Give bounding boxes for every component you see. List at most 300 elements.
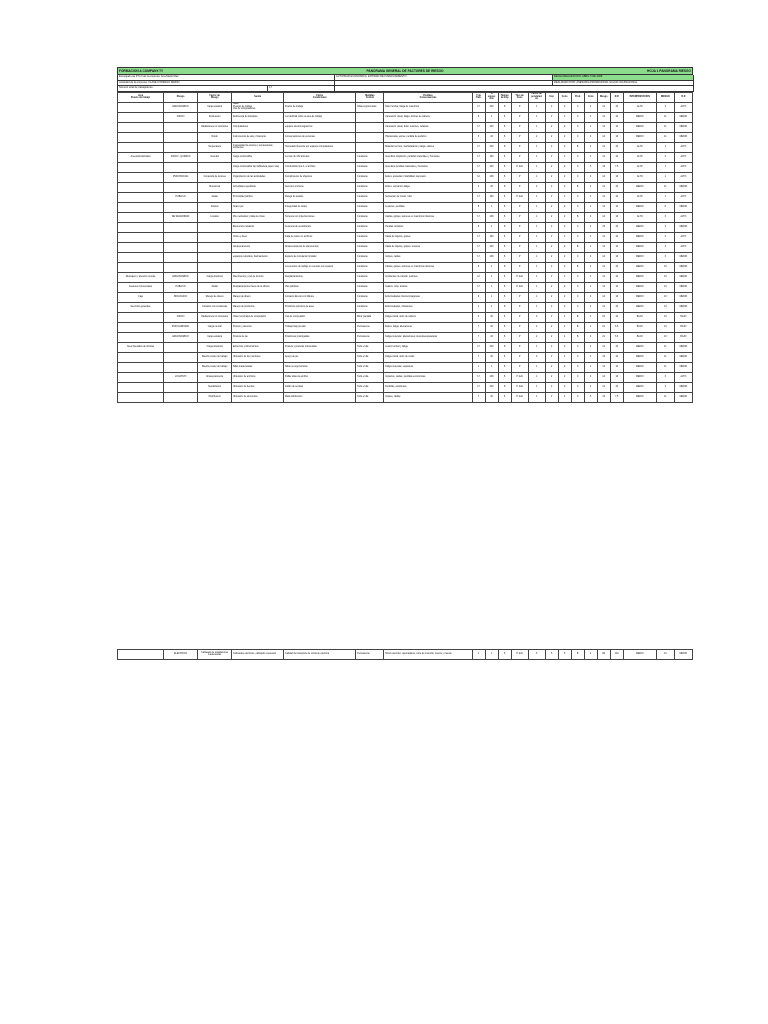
table-cell: Golpes, caidas xyxy=(384,392,472,402)
table-cell: Almacenamiento de documentos xyxy=(284,242,356,252)
table-cell: Enfermedades infectocontagiosas xyxy=(384,292,472,302)
table-cell: Contacto directo con billetes xyxy=(284,292,356,302)
table-cell: 2 xyxy=(558,262,571,272)
table-cell: P xyxy=(511,152,528,162)
table-cell: P: E/A xyxy=(511,162,528,172)
table-cell xyxy=(198,222,232,232)
table-cell: 1 xyxy=(656,172,674,182)
column-header: % exposi ción xyxy=(485,92,498,102)
table-cell: C xyxy=(571,152,584,162)
risk-panorama-sheet xyxy=(117,67,693,660)
table-cell: MEDIO xyxy=(623,112,656,122)
table-cell: 14 xyxy=(597,122,610,132)
table-cell: 7.5 xyxy=(610,162,623,172)
table-cell: Productos quimicos de aseo xyxy=(284,302,356,312)
table-cell: 2 xyxy=(545,222,558,232)
table-cell xyxy=(118,112,164,122)
table-cell: ALTO xyxy=(674,242,692,252)
table-cell: 2 xyxy=(545,112,558,122)
table-cell: 2 xyxy=(558,122,571,132)
table-cell: 2 xyxy=(545,152,558,162)
table-cell: 15 xyxy=(597,222,610,232)
table-cell: ALTO xyxy=(674,172,692,182)
table-cell: Desplazamientos xyxy=(284,272,356,282)
table-cell: Area Operativa de oficinas xyxy=(118,342,164,352)
table-cell: Fatiga visual, dolor de cabeza xyxy=(384,312,472,322)
table-cell xyxy=(232,262,284,272)
table-cell: 8 xyxy=(498,132,511,142)
table-cell: 100 xyxy=(485,142,498,152)
table-cell: MEDIO xyxy=(623,202,656,212)
table-cell: P xyxy=(511,262,528,272)
column-header: R.R xyxy=(610,92,623,102)
table-cell xyxy=(198,242,232,252)
table-cell: Asalto xyxy=(198,192,232,202)
table-cell: Asesores Comerciales xyxy=(118,282,164,292)
info-cell: FECHA REALIZACION: ABRIL 5 DE 2008 xyxy=(553,75,694,81)
table-cell: B xyxy=(571,142,584,152)
table-row xyxy=(118,649,693,659)
table-cell: 1 xyxy=(528,222,545,232)
table-cell: 10 xyxy=(610,112,623,122)
table-cell: Asalto xyxy=(198,282,232,292)
table-row xyxy=(118,192,693,202)
table-cell: Vias publicas xyxy=(284,282,356,292)
table-cell: Asaltos, robo, atracos xyxy=(384,282,472,292)
table-cell: 11 xyxy=(656,132,674,142)
table-cell: Ruido xyxy=(198,132,232,142)
table-cell: BAJO xyxy=(623,312,656,322)
column-header: Medidas Control xyxy=(356,92,384,102)
table-cell: 2 xyxy=(545,232,558,242)
table-cell: BIOLOGICO xyxy=(164,292,198,302)
table-cell: 8 xyxy=(498,242,511,252)
table-cell: 10 xyxy=(610,352,623,362)
table-cell: 8 xyxy=(498,222,511,232)
table-cell: Ubicacion de elementos xyxy=(232,392,284,402)
table-cell: MEDIO xyxy=(623,382,656,392)
table-cell: C xyxy=(571,202,584,212)
table-cell xyxy=(164,162,198,172)
table-cell: 11 xyxy=(656,352,674,362)
table-cell: 4 xyxy=(584,262,597,272)
table-cell: C xyxy=(571,132,584,142)
banner-left: FORMACION A COMPANY.TY xyxy=(119,69,164,73)
table-cell xyxy=(118,242,164,252)
table-cell: ALTO xyxy=(623,142,656,152)
table-cell: 2 xyxy=(558,182,571,192)
table-cell: P xyxy=(511,102,528,112)
table-cell: 10 xyxy=(610,232,623,242)
table-cell xyxy=(118,332,164,342)
table-cell: 2 xyxy=(545,282,558,292)
table-cell: 2 xyxy=(545,372,558,382)
table-cell: 10 xyxy=(610,212,623,222)
table-cell: 4 xyxy=(584,332,597,342)
table-cell: 14 xyxy=(597,242,610,252)
table-row xyxy=(118,342,693,352)
table-cell: C xyxy=(571,192,584,202)
table-cell xyxy=(118,172,164,182)
table-cell: 2 xyxy=(545,242,558,252)
table-cell: 17 xyxy=(472,342,485,352)
table-cell: Carga dinamica xyxy=(198,272,232,282)
table-cell: 4 xyxy=(558,312,571,322)
table-cell: Perdidas, accidentes xyxy=(384,382,472,392)
table-cell: 100 xyxy=(485,242,498,252)
table-cell: Uso de computador xyxy=(284,312,356,322)
table-cell xyxy=(118,392,164,402)
table-cell: 8 xyxy=(498,312,511,322)
table-cell: 17 xyxy=(472,152,485,162)
table-cell: 10 xyxy=(610,142,623,152)
table-cell: 8 xyxy=(498,272,511,282)
table-cell: Sillas no ergonomicas xyxy=(284,362,356,372)
table-cell: 1 xyxy=(485,292,498,302)
table-cell: MEDIO xyxy=(674,282,692,292)
table-cell: 3 xyxy=(656,222,674,232)
table-cell: 1 xyxy=(528,292,545,302)
table-cell xyxy=(198,262,232,272)
table-cell: ALTO xyxy=(674,162,692,172)
table-cell: ALTO xyxy=(623,162,656,172)
table-cell: Incapacidad de efectos y temperaturas ambientes xyxy=(232,142,284,152)
table-cell: 8 xyxy=(498,392,511,402)
table-cell: 100 xyxy=(485,122,498,132)
table-cell: 8 xyxy=(498,152,511,162)
table-cell: 100 xyxy=(485,232,498,242)
table-cell: Caja xyxy=(118,292,164,302)
table-cell: MEDIO xyxy=(623,302,656,312)
table-cell xyxy=(164,132,198,142)
table-cell: 1 xyxy=(656,192,674,202)
table-cell: Constante xyxy=(356,222,384,232)
table-cell: Radiaciones no ionizantes xyxy=(198,312,232,322)
table-cell: 40 xyxy=(485,332,498,342)
table-cell: 6 xyxy=(472,312,485,322)
table-cell: 1 xyxy=(485,282,498,292)
table-cell: 1 xyxy=(485,362,498,372)
table-cell: MEDIO xyxy=(674,112,692,122)
table-cell: 100 xyxy=(485,342,498,352)
table-cell: P: E/A xyxy=(511,282,528,292)
table-cell: MEDIO xyxy=(674,302,692,312)
table-cell: Deficiencia de lamparas xyxy=(232,112,284,122)
column-header: Riesgo xyxy=(597,92,610,102)
column-header: Tiempo de Exp xyxy=(498,92,511,102)
table-row xyxy=(118,382,693,392)
table-row xyxy=(118,352,693,362)
table-cell: 21 xyxy=(597,322,610,332)
info-cell: REALIZADO POR: ASESORIA PROFESIONAL SALUD OCUPACIONAL xyxy=(553,81,694,87)
table-cell: Diseño puesto de trabajo xyxy=(198,362,232,372)
table-cell: Movimientos y uso de la moto xyxy=(232,272,284,282)
table-cell: 14 xyxy=(597,202,610,212)
table-cell: 15 xyxy=(597,162,610,172)
table-cell: MEDIO xyxy=(623,282,656,292)
table-cell: C xyxy=(571,252,584,262)
table-cell: PUBLICO xyxy=(164,192,198,202)
banner-title: PANORAMA GENERAL DE FACTORES DE RIESGO xyxy=(366,69,444,73)
table-cell: 4 xyxy=(584,272,597,282)
table-row xyxy=(118,152,693,162)
column-header: RIESGO xyxy=(656,92,674,102)
table-cell: 2 xyxy=(545,312,558,322)
table-cell: 1 xyxy=(528,162,545,172)
table-cell: P xyxy=(511,242,528,252)
table-cell xyxy=(164,222,198,232)
table-gap xyxy=(118,402,693,649)
table-cell: Constante xyxy=(356,182,384,192)
table-cell xyxy=(164,232,198,242)
table-cell: Elementos metalicos xyxy=(232,222,284,232)
table-cell: Constante xyxy=(356,242,384,252)
table-body-last xyxy=(118,649,693,659)
table-cell xyxy=(118,649,164,659)
table-cell: 1 xyxy=(485,302,498,312)
table-row xyxy=(118,362,693,372)
table-cell: 14 xyxy=(597,102,610,112)
table-row xyxy=(118,372,693,382)
table-cell: 2 xyxy=(558,152,571,162)
table-cell: 1 xyxy=(528,302,545,312)
table-cell: 4 xyxy=(584,122,597,132)
table-cell: 3 xyxy=(656,102,674,112)
table-cell xyxy=(356,112,384,122)
table-cell: Cableados electricos, cableado expuestos xyxy=(232,649,284,659)
table-cell: 1 xyxy=(528,262,545,272)
table-cell: Humedad inherente por equipos computadores xyxy=(284,142,356,152)
table-cell: Sillas ergonomicas xyxy=(356,102,384,112)
table-cell: Calidad de transporte de corriente electrica xyxy=(284,649,356,659)
table-cell: Sillas inadecuadas xyxy=(232,362,284,372)
table-cell xyxy=(164,202,198,212)
table-cell: 40 xyxy=(485,392,498,402)
table-cell: MEDIO xyxy=(623,242,656,252)
table-cell: 2 xyxy=(558,252,571,262)
table-cell: 10 xyxy=(610,262,623,272)
table-cell: Instrumentos de aire y fotocopia xyxy=(232,132,284,142)
table-cell: 11 xyxy=(656,392,674,402)
table-cell: 10 xyxy=(610,192,623,202)
table-cell: 10 xyxy=(610,172,623,182)
table-cell: ERGONOMICO xyxy=(164,332,198,342)
table-row xyxy=(118,142,693,152)
table-cell: 13 xyxy=(656,649,674,659)
table-cell: Fatiga muscular, espasmos xyxy=(384,362,472,372)
table-cell xyxy=(164,382,198,392)
table-cell: Desplazamientos fuera de la oficina xyxy=(232,282,284,292)
table-cell: Video terminales de computador xyxy=(232,312,284,322)
table-cell: 10 xyxy=(610,182,623,192)
table-cell: MEDIO xyxy=(674,649,692,659)
table-cell: 14 xyxy=(597,132,610,142)
table-cell: 2 xyxy=(545,382,558,392)
table-cell: Enfermedades, irritaciones xyxy=(384,302,472,312)
table-cell: Almacenamiento xyxy=(198,372,232,382)
table-cell: 1 xyxy=(485,222,498,232)
table-cell: Pallas altas de archivo xyxy=(284,372,356,382)
table-cell: 14 xyxy=(597,182,610,192)
table-cell: 2 xyxy=(528,322,545,332)
table-cell: 1 xyxy=(485,202,498,212)
table-cell: 2 xyxy=(558,302,571,312)
table-cell: BAJO xyxy=(674,312,692,322)
table-cell: 4 xyxy=(584,132,597,142)
table-cell: 10 xyxy=(610,342,623,352)
table-cell: MEDIO xyxy=(674,202,692,212)
table-cell: 2 xyxy=(558,222,571,232)
table-cell: C xyxy=(571,122,584,132)
table-cell: Radiaciones no ionizantes xyxy=(198,122,232,132)
table-cell: Contenido de la tarea xyxy=(198,172,232,182)
column-header: R.R xyxy=(674,92,692,102)
table-cell: Malestar termico, deshidratacion, fatiga, calores xyxy=(384,142,472,152)
table-cell: C xyxy=(571,272,584,282)
column-header: Cons xyxy=(584,92,597,102)
column-header: Riesgo xyxy=(164,92,198,102)
table-cell: 3 xyxy=(656,252,674,262)
table-cell: ERGONOMICO xyxy=(164,272,198,282)
table-cell: 12 xyxy=(472,172,485,182)
table-cell: Mala distribucion xyxy=(284,392,356,402)
table-cell: P xyxy=(511,322,528,332)
table-cell xyxy=(118,222,164,232)
table-cell: B xyxy=(571,212,584,222)
table-cell: B xyxy=(571,649,584,659)
table-cell: MEDIO xyxy=(674,292,692,302)
table-cell: Senalizacion xyxy=(198,382,232,392)
table-cell: 8 xyxy=(498,202,511,212)
table-cell: Monotonia xyxy=(198,182,232,192)
table-cell: Fatiga visual, dolor de cuello xyxy=(384,352,472,362)
table-cell: Mensajero y atencion remota xyxy=(118,272,164,282)
table-cell: 4 xyxy=(584,342,597,352)
table-cell: Todo el dia xyxy=(356,352,384,362)
table-cell xyxy=(164,392,198,402)
table-cell: 2 xyxy=(558,202,571,212)
table-cell: FISICO xyxy=(164,112,198,122)
table-body xyxy=(118,102,693,402)
table-cell: 14 xyxy=(597,142,610,152)
table-cell: 100 xyxy=(485,162,498,172)
table-cell: 3 xyxy=(656,372,674,382)
table-cell: 3 xyxy=(656,242,674,252)
table-cell: 8 xyxy=(498,282,511,292)
table-cell: Terrenos con imperfecciones xyxy=(284,212,356,222)
table-cell: 11 xyxy=(656,342,674,352)
table-cell xyxy=(118,192,164,202)
table-cell: BAJO xyxy=(674,322,692,332)
table-cell xyxy=(118,162,164,172)
table-cell: Falta de orden en archivos xyxy=(284,232,356,242)
table-cell: C xyxy=(571,162,584,172)
table-cell: P xyxy=(511,342,528,352)
table-cell: P xyxy=(511,352,528,362)
column-header: fuente xyxy=(232,92,284,102)
table-cell: Espacio de circulacion limitado xyxy=(284,252,356,262)
table-cell: 2 xyxy=(545,202,558,212)
table-cell: 4 xyxy=(584,182,597,192)
table-cell: Faltan de senales xyxy=(284,382,356,392)
table-cell: 8 xyxy=(498,252,511,262)
table-cell: MEDIO xyxy=(674,182,692,192)
table-cell xyxy=(164,252,198,262)
table-cell: 100 xyxy=(485,212,498,222)
table-cell: Carga combustible xyxy=(232,152,284,162)
table-cell: Cansancio visual, dolor, lesiones, cefaleas xyxy=(384,122,472,132)
table-cell: C xyxy=(571,302,584,312)
table-cell: 1 xyxy=(528,112,545,122)
table-cell: DE SEGURIDAD xyxy=(164,212,198,222)
table-cell: MEDIO xyxy=(623,222,656,232)
table-cell: 2 xyxy=(558,342,571,352)
table-cell: Constante xyxy=(356,172,384,182)
table-cell: 17 xyxy=(472,102,485,112)
table-cell: Constante xyxy=(356,192,384,202)
table-cell: 5 xyxy=(558,649,571,659)
table-cell: 13 xyxy=(656,282,674,292)
table-cell: 14 xyxy=(597,342,610,352)
table-row xyxy=(118,392,693,402)
table-cell: 10 xyxy=(610,242,623,252)
table-cell: 10 xyxy=(610,102,623,112)
table-cell xyxy=(118,352,164,362)
table-cell: 4 xyxy=(584,362,597,372)
table-cell xyxy=(198,252,232,262)
table-cell: P xyxy=(511,222,528,232)
table-cell: 11 xyxy=(656,122,674,132)
table-row xyxy=(118,292,693,302)
table-cell xyxy=(118,182,164,192)
table-cell: Manejo de productos xyxy=(232,302,284,312)
table-cell: C xyxy=(571,232,584,242)
table-cell: 2 xyxy=(558,232,571,242)
column-header: Prob xyxy=(571,92,584,102)
table-cell: 2 xyxy=(558,102,571,112)
table-cell: 14 xyxy=(597,362,610,372)
table-cell: 8 xyxy=(498,342,511,352)
table-cell: 2 xyxy=(558,172,571,182)
table-cell: 6.6 xyxy=(610,322,623,332)
table-cell: P xyxy=(511,292,528,302)
table-cell: Cansancio visual, fatiga, dolores de cabeza xyxy=(384,112,472,122)
table-cell: 11 xyxy=(656,112,674,122)
table-cell: 40 xyxy=(485,352,498,362)
table-cell: 2 xyxy=(558,112,571,122)
table-cell: equipos electromagneticos xyxy=(284,122,356,132)
table-cell: C xyxy=(571,392,584,402)
table-cell xyxy=(118,212,164,222)
table-cell: 4 xyxy=(558,392,571,402)
table-cell: 10 xyxy=(610,272,623,282)
table-row xyxy=(118,102,693,112)
table-cell: 1 xyxy=(472,302,485,312)
table-row xyxy=(118,242,693,252)
table-cell: 2 xyxy=(558,292,571,302)
table-cell: Caidas, golpes, lesiones en miembros inferiores xyxy=(384,212,472,222)
table-cell: 4 xyxy=(584,282,597,292)
table-cell: MEDIO xyxy=(623,232,656,242)
table-cell: Combustible tipo A, el archivo xyxy=(284,162,356,172)
table-cell: 14 xyxy=(597,282,610,292)
table-cell: 8 xyxy=(498,352,511,362)
table-cell: 17 xyxy=(472,282,485,292)
table-cell: 100 xyxy=(485,152,498,162)
table-cell: 13 xyxy=(656,312,674,322)
table-cell: C xyxy=(571,372,584,382)
table-cell: 4 xyxy=(584,302,597,312)
